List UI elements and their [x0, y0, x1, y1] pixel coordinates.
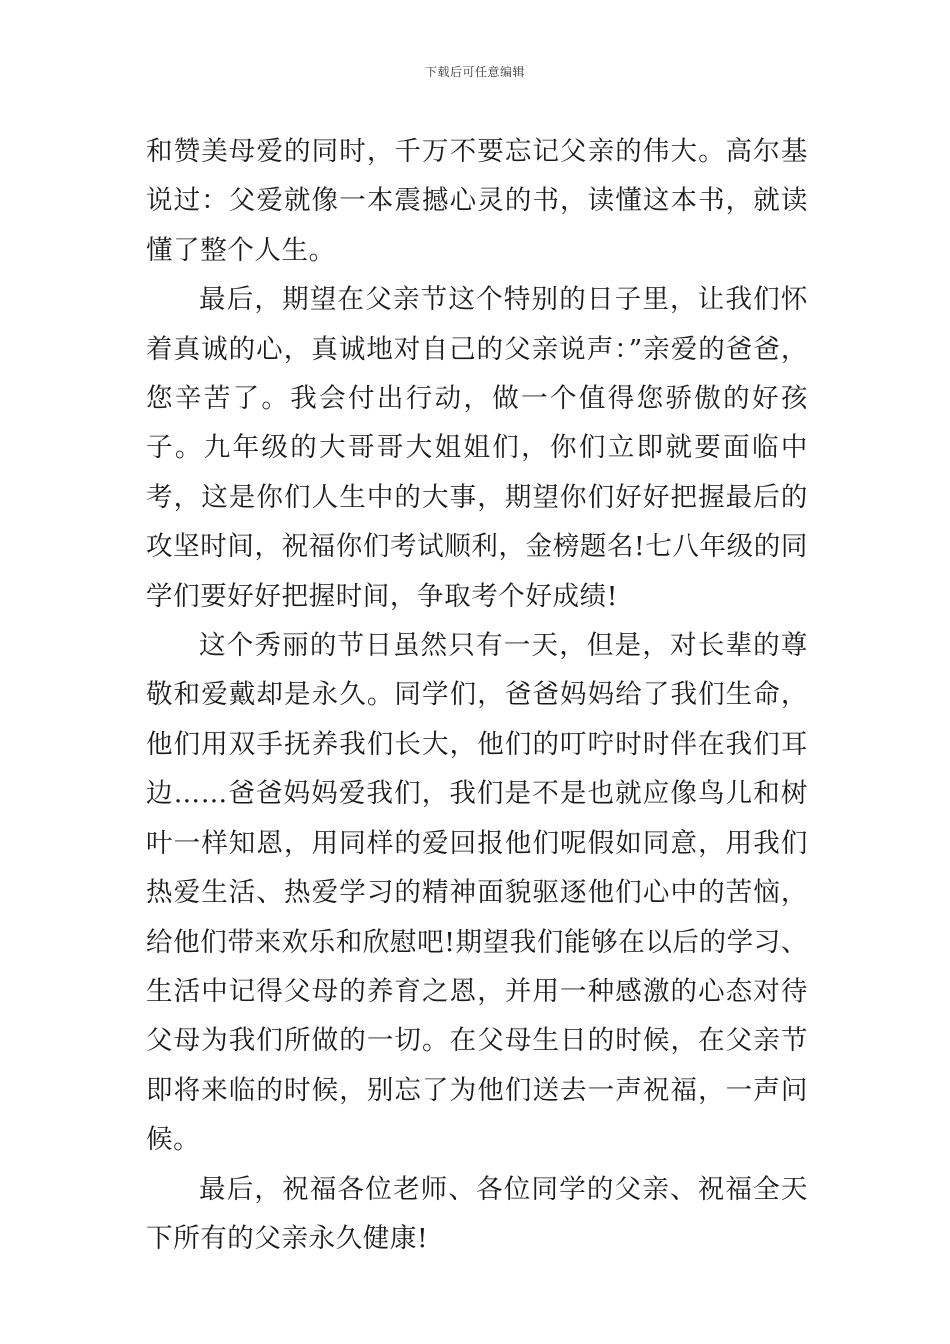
paragraph-3: 这个秀丽的节日虽然只有一天，但是，对长辈的尊敬和爱戴却是永久。同学们，爸爸妈妈给了我们生命，他们用双手抚养我们长大，他们的叮咛时时伴在我们耳边……爸爸妈妈爱我们，我们是不是也就应像鸟儿和树叶一样知恩，用同样的爱回报他们呢假如同意，用我们热爱生活、热爱学习的精神面貌驱逐他们心中的苦恼，给他们带来欢乐和欣慰吧!期望我们能够在以后的学习、生活中记得父母的养育之恩，并用一种感激的心态对待父母为我们所做的一切。在父母生日的时候，在父亲节即将来临的时候，别忘了为他们送去一声祝福，一声问候。	[146, 630, 808, 1156]
document-body	[146, 127, 808, 1263]
paragraph-1: 和赞美母爱的同时，千万不要忘记父亲的伟大。高尔基说过：父爱就像一本震撼心灵的书，读懂这本书，就读懂了整个人生。	[146, 136, 808, 266]
paragraph-4: 最后，祝福各位老师、各位同学的父亲、祝福全天下所有的父亲永久健康!	[146, 1173, 808, 1254]
paragraph-2: 最后，期望在父亲节这个特别的日子里，让我们怀着真诚的心，真诚地对自己的父亲说声：”亲爱的爸爸，您辛苦了。我会付出行动，做一个值得您骄傲的好孩子。九年级的大哥哥大姐姐们，你们立即就要面临中考，这是你们人生中的大事，期望你们好好把握最后的攻坚时间，祝福你们考试顺利，金榜题名!七八年级的同学们要好好把握时间，争取考个好成绩!	[146, 284, 808, 612]
page-header: 下载后可任意编辑	[424, 65, 525, 79]
